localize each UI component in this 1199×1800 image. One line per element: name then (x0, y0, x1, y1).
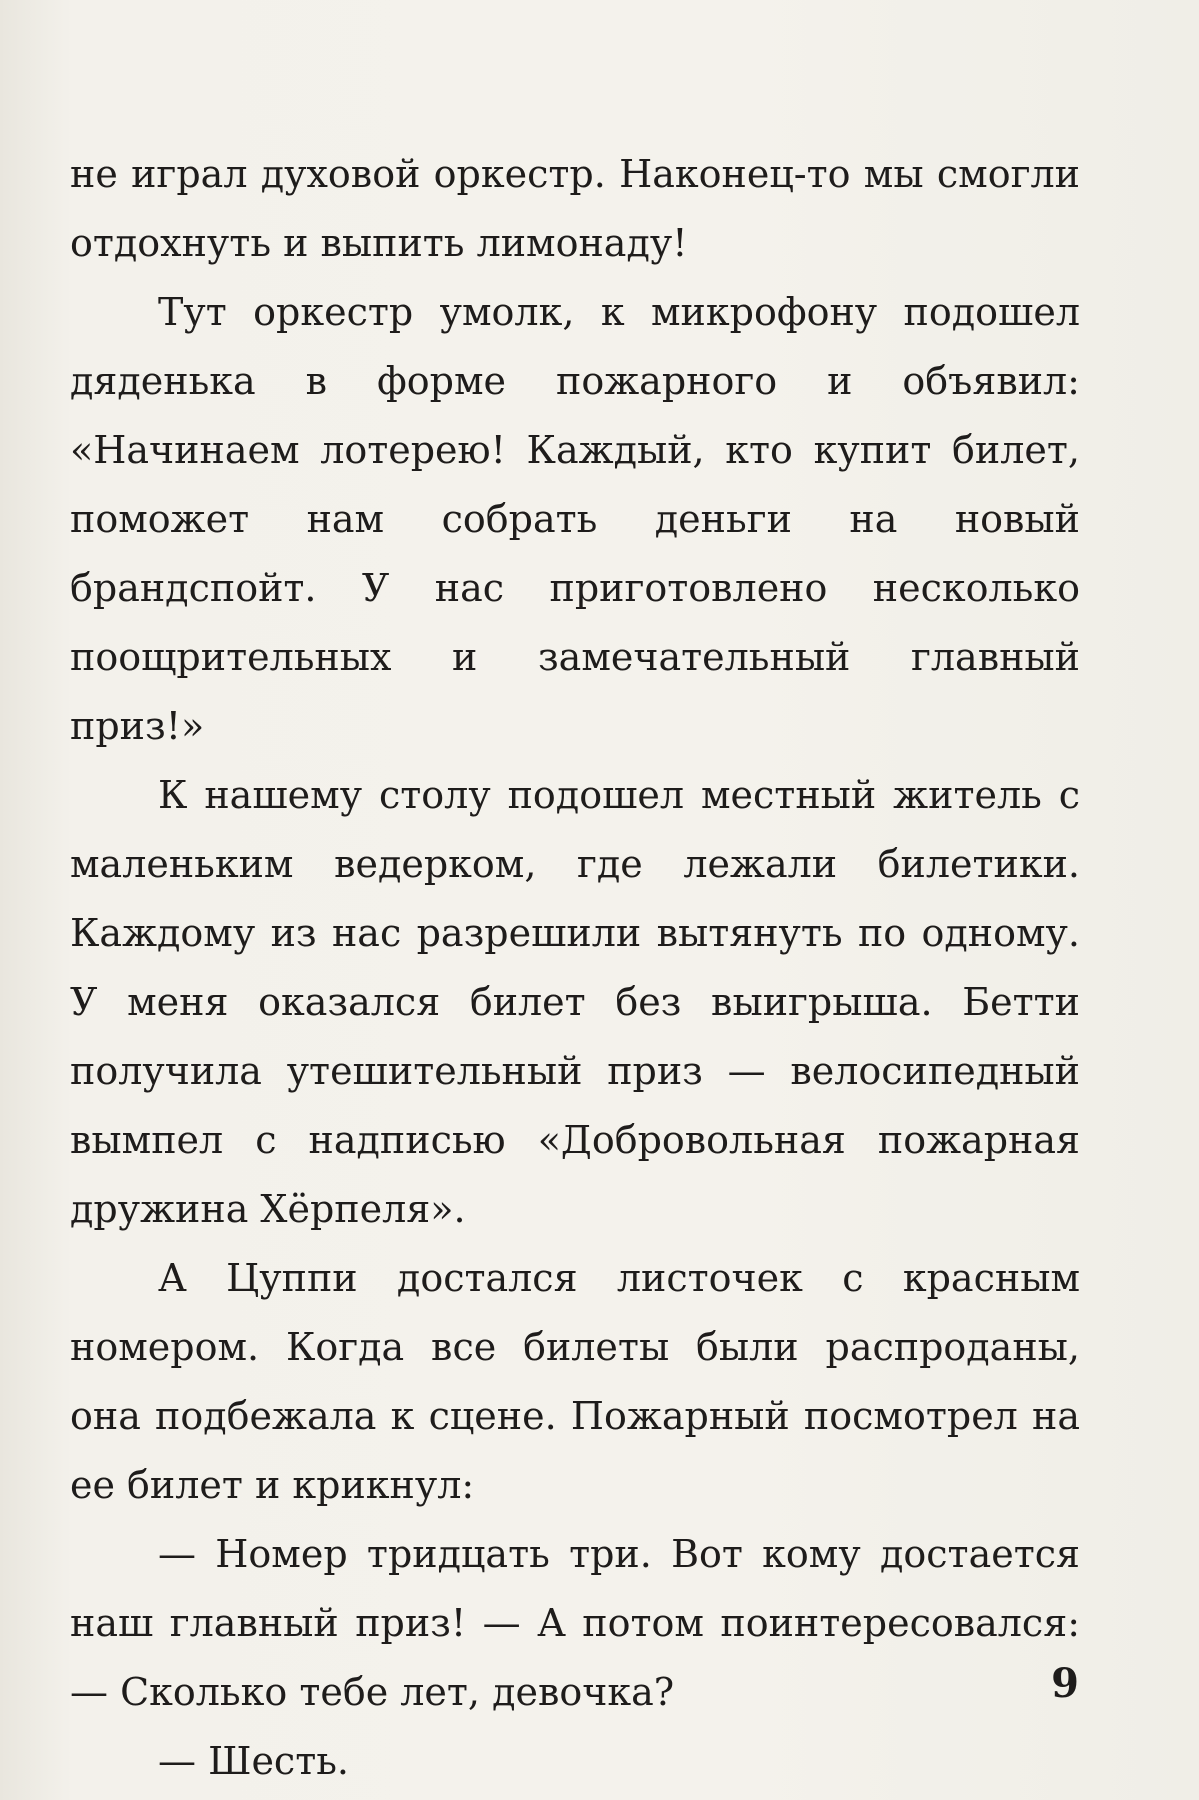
paragraph-dialogue-prize: — Номер тридцать три. Вот кому достается наш главный приз! — А потом поинтересовался: — Сколько тебе лет, девочка? (70, 1532, 1080, 1714)
paragraph-tickets: К нашему столу подошел местный житель с маленьким ведерком, где лежали билетики. Каждому из нас разрешили вытянуть по одному. У меня оказался билет без выигрыша. Бетти получила утешительный приз — велосипедный вымпел с надписью «Добровольная пожарная дружина Хёрпеля». (70, 773, 1080, 1231)
paragraph-dialogue-age: — Шесть. (158, 1739, 350, 1783)
page-number: 9 (1051, 1660, 1079, 1707)
body-text (70, 140, 1080, 1796)
paragraph-zuppi-ticket: А Цуппи достался листочек с красным номером. Когда все билеты были распроданы, она подбежала к сцене. Пожарный посмотрел на ее билет и крикнул: (70, 1256, 1080, 1507)
paragraph-lottery-announcement: Тут оркестр умолк, к микрофону подошел дяденька в форме пожарного и объявил: «Начинаем лотерею! Каждый, кто купит билет, поможет нам собрать деньги на новый брандспойт. У нас приготовлено несколько поощрительных и замечательный главный приз!» (70, 290, 1080, 748)
paragraph-continuation: не играл духовой оркестр. Наконец-то мы смогли отдохнуть и выпить лимонаду! (70, 152, 1080, 265)
